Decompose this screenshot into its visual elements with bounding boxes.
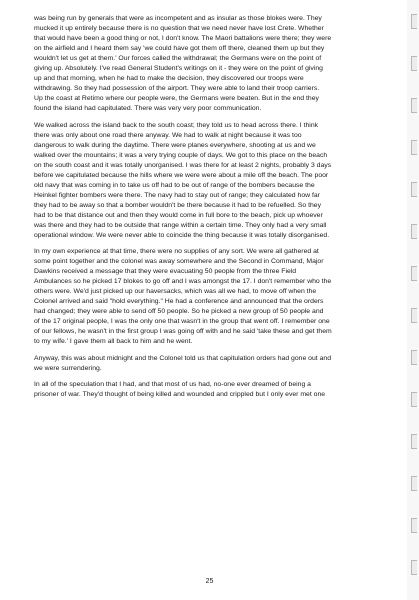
- paragraph-5: In all of the speculation that I had, and that most of us had, no-one ever dreamed of being a prisoner of war. They'd thought of being killed and wounded and crippled but I only ever met one: [34, 381, 326, 398]
- edge-tab: [411, 56, 417, 71]
- edge-tab: [411, 434, 417, 449]
- edge-tab: [411, 224, 417, 239]
- edge-tab: [411, 518, 417, 533]
- edge-tab: [411, 98, 417, 113]
- paragraph-3: In my own experience at that time, there were no supplies of any sort. We were all gathered at some point together and the colonel was away somewhere and the Second in Command, Major Dawkins received a message that they were evacuating 50 people from the three Field Ambulances so he picked 17 blokes to go off and I was amongst the 17. I don't remember who the others were. We'd just picked up our haversacks, which was all we had, to move off when the Colonel arrived and said "hold everything." He had a conference and announced that the orders had changed; they were able to send off 50 people. So he picked a new group of 50 people and of the 17 original people, I was the only one that wasn't in the group that went off. I remember one of our fellows, he wasn't in the first group I was going off with and he said 'take these and get them to my wife.' I gave them all back to him and he went.: [34, 248, 332, 345]
- edge-tab: [411, 182, 417, 197]
- edge-tab: [411, 392, 417, 407]
- page-edge-tabs: [407, 0, 419, 600]
- document-body: [34, 14, 380, 407]
- paragraph-1: was being run by generals that were as incompetent and as insular as those blokes were. They mucked it up entirely because there is no question that we need never have lost Crete. Whether that would have been a good thing or not, I don't know. The Maori battalions were there; they were on the airfield and I heard them say 'we could have got them off there, cleaned them up but they wouldn't let us get at them.' Our forces called the withdrawal; the Germans were on the point of giving up. Absolutely. I've read General Student's writings on it - they were on the point of giving up and that morning, when he had to make the decision, they discovered our troops were withdrawing. So they had possession of the airport. They were able to land their troop carriers. Up the coast at Retimo where our people were, the Germans were beaten. But in the end they found the island had capitulated. There was very very poor communication.: [34, 15, 332, 112]
- edge-tab: [411, 350, 417, 365]
- edge-tab: [411, 14, 417, 29]
- paragraph-4: Anyway, this was about midnight and the Colonel told us that capitulation orders had gone out and we were surrendering.: [34, 354, 332, 372]
- edge-tab: [411, 560, 417, 575]
- edge-tab: [411, 308, 417, 323]
- edge-tab: [411, 476, 417, 491]
- edge-tab: [411, 140, 417, 155]
- edge-tab: [411, 266, 417, 281]
- page-number: 25: [205, 578, 214, 585]
- paragraph-2: We walked across the island back to the south coast; they told us to head across there. I think there was only about one road there anyway. We had to walk at night because it was too dangerous to walk during the daytime. There were planes everywhere, shooting at us and we walked over the mountains; it was a very trying couple of days. We got to this place on the beach on the south coast and it was totally unorganised. I was there for at least 2 nights, probably 3 days before we capitulated because the hills where we were were about a mile off the beach. The poor old navy that was coming in to take us off had to be out of range of the bombers because the Heinkel fighter bombers were there. The navy had to stay out of range; they calculated how far they had to be away so that a bomber wouldn't be there because it had to be refuelled. So they had to be that distance out and then they would come in full bore to the beach, pick up whoever was there and they had to be outside that range within a certain time. They only had a very small operational window. We were never able to coincide the thing because it was totally disorganised.: [34, 121, 332, 239]
